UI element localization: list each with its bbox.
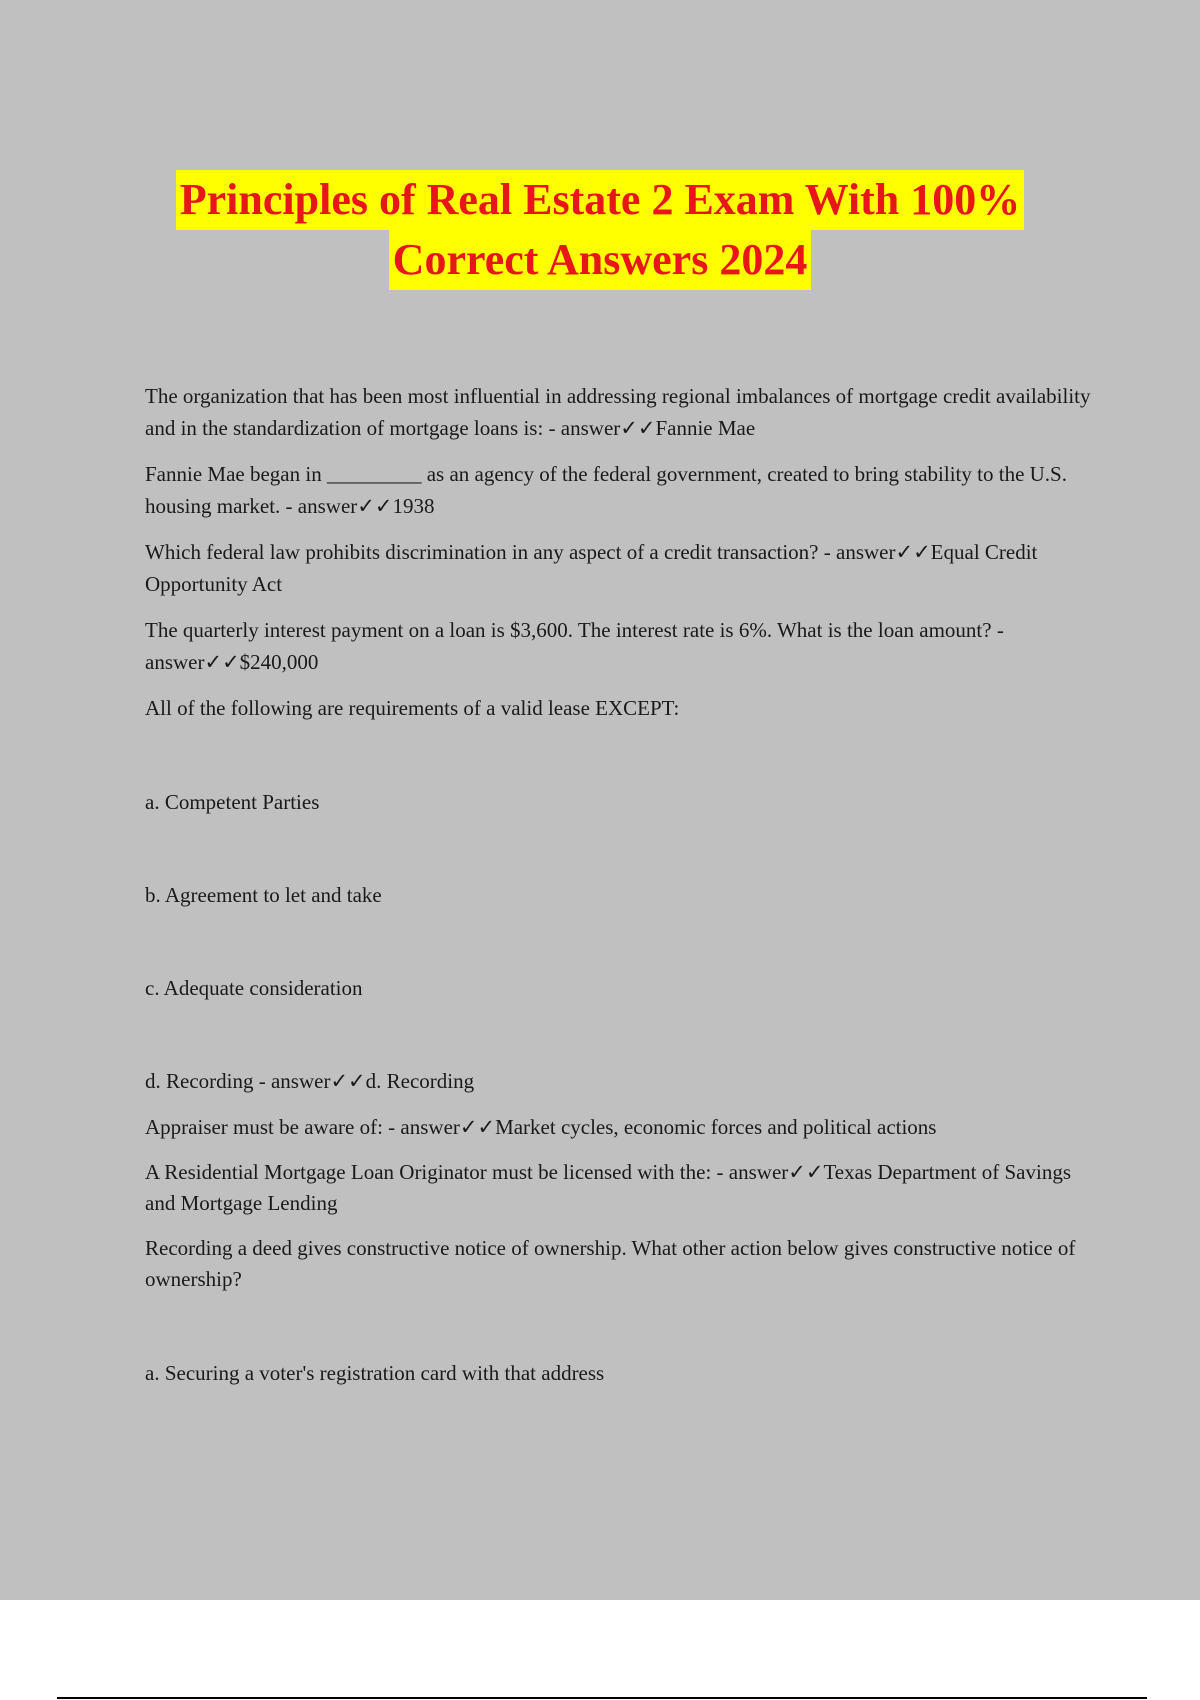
spacer [145,911,1095,972]
question-item: All of the following are requirements of a valid lease EXCEPT: [145,696,680,720]
answer-option: a. Securing a voter's registration card with that address [145,1361,605,1385]
spacer [145,1295,1095,1357]
question-item: The quarterly interest payment on a loan is $3,600. The interest rate is 6%. What is the loan amount? - answer✓✓$240,000 [145,618,1004,674]
footer-divider [57,1697,1147,1699]
answer-option: d. Recording - answer✓✓d. Recording [145,1069,475,1093]
spacer [145,1004,1095,1065]
question-item: Which federal law prohibits discrimination in any aspect of a credit transaction? - answer✓✓Equal Credit Opportunity Act [145,540,1038,596]
document-title [0,170,1200,290]
spacer [145,724,1095,786]
answer-option: c. Adequate consideration [145,976,363,1000]
question-item: A Residential Mortgage Loan Originator must be licensed with the: - answer✓✓Texas Department of Savings and Mortgage Lending [145,1160,1071,1215]
question-item: Appraiser must be aware of: - answer✓✓Market cycles, economic forces and political actions [145,1115,937,1139]
answer-option: a. Competent Parties [145,790,320,814]
question-list [145,380,1095,1389]
answer-option: b. Agreement to let and take [145,883,382,907]
spacer [145,818,1095,879]
question-item: Fannie Mae began in _________ as an agency of the federal government, created to bring stability to the U.S. housing market. - answer✓✓1938 [145,462,1067,518]
question-item: The organization that has been most influential in addressing regional imbalances of mortgage credit availability and in the standardization of mortgage loans is: - answer✓✓Fannie Mae [145,384,1091,440]
title-line-2: Correct Answers 2024 [389,230,812,290]
title-line-1: Principles of Real Estate 2 Exam With 100% [176,170,1024,230]
question-item: Recording a deed gives constructive notice of ownership. What other action below gives constructive notice of ownership? [145,1236,1076,1291]
